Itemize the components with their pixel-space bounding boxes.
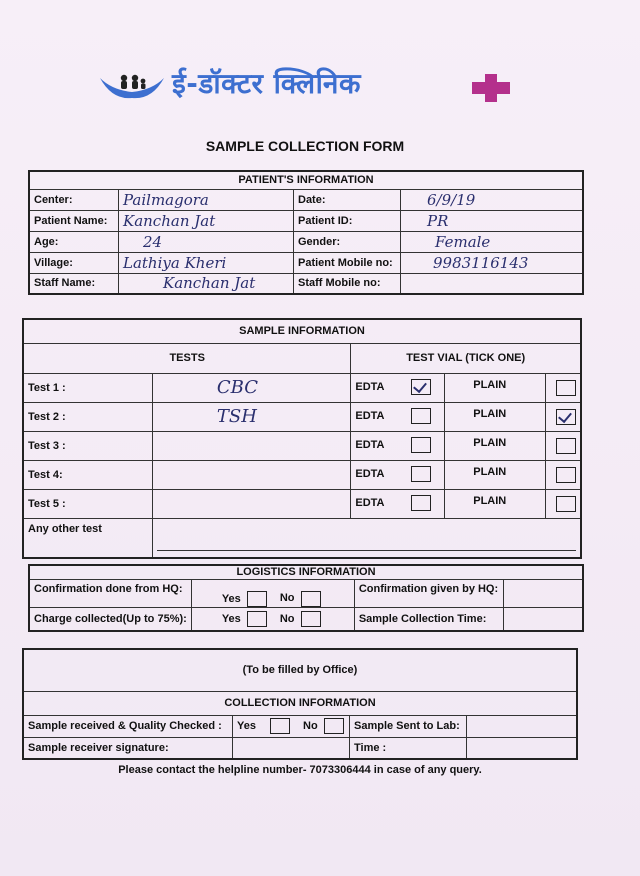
test-label: Test 4: <box>23 460 152 489</box>
collection-section-title: COLLECTION INFORMATION <box>23 691 577 715</box>
charge-no-checkbox[interactable] <box>301 611 321 627</box>
family-hands-logo-icon <box>98 70 166 102</box>
edta-label: EDTA <box>355 467 385 480</box>
logistics-table <box>28 564 584 632</box>
age-label: Age: <box>29 231 119 252</box>
date-label: Date: <box>294 189 401 210</box>
confirmation-given-value[interactable] <box>503 579 583 607</box>
edta-label: EDTA <box>355 380 385 393</box>
edta-label: EDTA <box>355 496 385 509</box>
test-value <box>152 431 351 460</box>
other-test-label: Any other test <box>23 518 152 558</box>
test-value: TSH <box>216 406 257 427</box>
staff-name-label: Staff Name: <box>29 273 119 294</box>
sample-info-table <box>22 318 582 559</box>
plain-label: PLAIN <box>445 373 546 402</box>
plain-label: PLAIN <box>445 402 546 431</box>
office-table <box>22 648 578 760</box>
test-row-2 <box>23 402 581 431</box>
test-row-3 <box>23 431 581 460</box>
received-label: Sample received & Quality Checked : <box>23 715 233 737</box>
yes-label: Yes <box>237 719 256 732</box>
test-value <box>152 489 351 518</box>
edta-label: EDTA <box>355 409 385 422</box>
village-label: Village: <box>29 252 119 273</box>
sent-to-lab-value[interactable] <box>467 715 578 737</box>
signature-value[interactable] <box>233 737 350 759</box>
test-value <box>152 460 351 489</box>
patient-id-label: Patient ID: <box>294 210 401 231</box>
test-row-1 <box>23 373 581 402</box>
patient-id-value: PR <box>427 211 449 230</box>
edta-checkbox[interactable] <box>411 437 431 453</box>
staff-name-value: Kanchan Jat <box>163 274 256 293</box>
plain-checkbox[interactable] <box>556 438 576 454</box>
edta-checkbox[interactable] <box>411 379 431 395</box>
office-note: (To be filled by Office) <box>23 649 577 691</box>
sent-to-lab-label: Sample Sent to Lab: <box>350 715 467 737</box>
staff-mobile-value <box>401 273 584 294</box>
edta-checkbox[interactable] <box>411 408 431 424</box>
received-no-checkbox[interactable] <box>324 718 344 734</box>
plain-checkbox[interactable] <box>556 467 576 483</box>
patient-section-title: PATIENT'S INFORMATION <box>29 171 583 189</box>
logistics-section-title: LOGISTICS INFORMATION <box>29 565 583 579</box>
yes-label: Yes <box>221 612 241 625</box>
time-label: Time : <box>350 737 467 759</box>
test-label: Test 2 : <box>23 402 152 431</box>
other-test-line[interactable] <box>157 549 576 551</box>
form-title: SAMPLE COLLECTION FORM <box>205 138 405 154</box>
patient-name-value: Kanchan Jat <box>123 211 216 230</box>
plain-label: PLAIN <box>445 431 546 460</box>
test-row-4 <box>23 460 581 489</box>
gender-value: Female <box>435 232 491 251</box>
edta-checkbox[interactable] <box>411 466 431 482</box>
collection-time-label: Sample Collection Time: <box>354 607 503 631</box>
no-label: No <box>303 719 318 732</box>
no-label: No <box>279 612 295 625</box>
tests-header: TESTS <box>23 343 351 373</box>
time-value[interactable] <box>467 737 578 759</box>
center-value: Pailmagora <box>123 190 209 209</box>
test-label: Test 3 : <box>23 431 152 460</box>
test-value: CBC <box>216 377 258 398</box>
age-value: 24 <box>143 232 163 251</box>
sample-section-title: SAMPLE INFORMATION <box>23 319 581 343</box>
village-value: Lathiya Kheri <box>123 253 227 272</box>
edta-checkbox[interactable] <box>411 495 431 511</box>
plain-label: PLAIN <box>445 460 546 489</box>
center-label: Center: <box>29 189 119 210</box>
brand-header <box>98 66 528 108</box>
edta-label: EDTA <box>355 438 385 451</box>
yes-label: Yes <box>221 592 241 605</box>
staff-mobile-label: Staff Mobile no: <box>294 273 401 294</box>
charge-yes-checkbox[interactable] <box>247 611 267 627</box>
patient-name-label: Patient Name: <box>29 210 119 231</box>
confirmation-given-label: Confirmation given by HQ: <box>354 579 503 607</box>
confirmation-yes-checkbox[interactable] <box>247 591 267 607</box>
test-row-5 <box>23 489 581 518</box>
charge-label: Charge collected(Up to 75%): <box>29 607 191 631</box>
gender-label: Gender: <box>294 231 401 252</box>
patient-info-table <box>28 170 584 295</box>
plain-label: PLAIN <box>445 489 546 518</box>
signature-label: Sample receiver signature: <box>23 737 233 759</box>
medical-cross-icon <box>468 74 514 102</box>
test-label: Test 1 : <box>23 373 152 402</box>
patient-mobile-label: Patient Mobile no: <box>294 252 401 273</box>
helpline-footer: Please contact the helpline number- 7073306444 in case of any query. <box>118 764 482 776</box>
patient-mobile-value: 9983116143 <box>433 253 529 272</box>
collection-time-value[interactable] <box>503 607 583 631</box>
vial-header: TEST VIAL (TICK ONE) <box>351 343 581 373</box>
no-label: No <box>279 592 295 605</box>
confirmation-no-checkbox[interactable] <box>301 591 321 607</box>
test-label: Test 5 : <box>23 489 152 518</box>
plain-checkbox[interactable] <box>556 496 576 512</box>
other-test-row <box>23 518 581 558</box>
received-yes-checkbox[interactable] <box>270 718 290 734</box>
plain-checkbox[interactable] <box>556 380 576 396</box>
date-value: 6/9/19 <box>427 190 476 209</box>
brand-title: ई-डॉक्टर क्लिनिक <box>172 67 361 100</box>
plain-checkbox[interactable] <box>556 409 576 425</box>
confirmation-hq-label: Confirmation done from HQ: <box>29 579 191 607</box>
